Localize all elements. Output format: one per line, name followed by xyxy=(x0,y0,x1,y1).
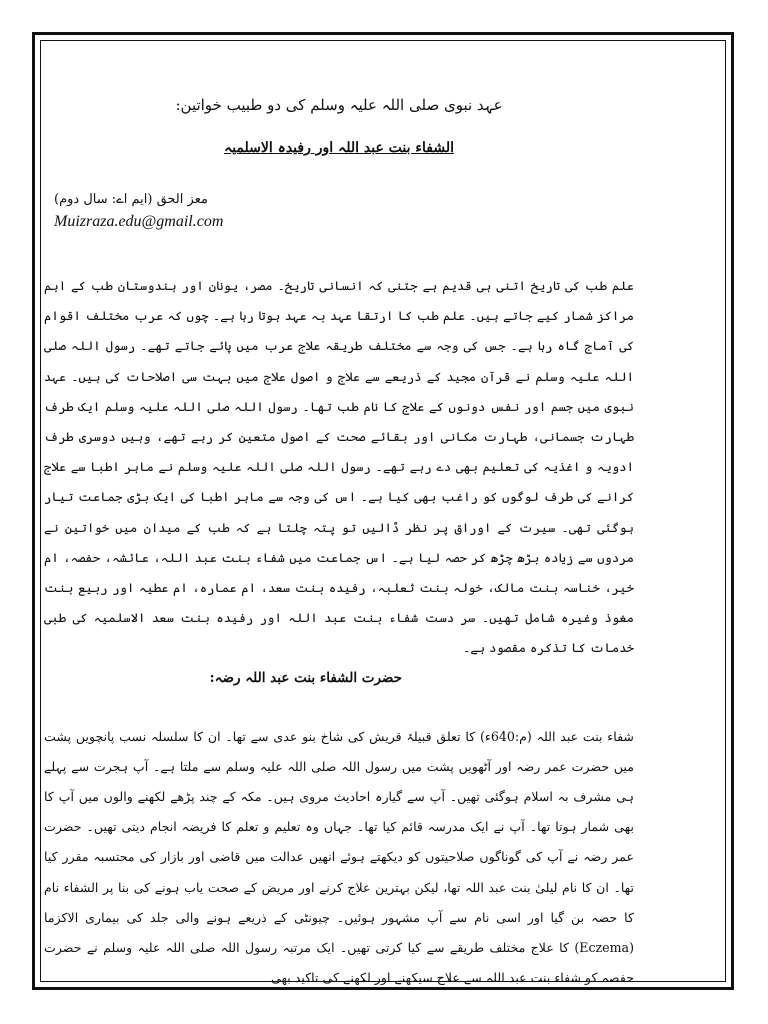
author-email: Muizraza.edu@gmail.com xyxy=(54,213,224,230)
section-heading: حضرت الشفاء بنت عبد اللہ رضہ: xyxy=(209,669,402,686)
paragraph-shifa: شفاء بنت عبد اللہ (م:640ء) کا تعلق قبیلۂ قریش کی شاخ بنو عدی سے تھا۔ ان کا سلسلہ نسب پانچویں پشت میں حضرت عمر رضہ اور آٹھویں پشت میں رسول اللہ صلی اللہ علیہ وسلم سے ملتا ہے۔ آپ ہجرت سے پہلے ہی مشرف بہ اسلام ہوگئی تھیں۔ آپ سے گیارہ احادیث مروی ہیں۔ مکہ کے چند پڑھے لکھنے والوں میں آپ کا بھی شمار ہوتا تھا۔ آپ نے ایک مدرسہ قائم کیا تھا۔ جہاں وہ تعلیم و تعلم کا فریضہ انجام دیتی تھیں۔ حضرت عمر رضہ نے آپ کی گوناگوں صلاحیتوں کو دیکھتے ہوئے انھیں عدالت میں قاضی اور بازار کی محتسبہ مقرر کیا تھا۔ ان کا نام لیلیٰ بنت عبد اللہ تھا، لیکن بہترین علاج کرنے اور مریض کے صحت یاب ہونے کی بنا پر الشفاء نام کا حصہ بن گیا اور اسی نام سے آپ مشہور ہوئیں۔ چیونٹی کے ذریعے ہونے والی جلد کی بیماری الاکزما (Eczema) کا علاج مختلف طریقے سے کیا کرتی تھیں۔ ایک مرتبہ رسول اللہ صلی اللہ علیہ وسلم نے حضرت حفصہ کو شفاء بنت عبد اللہ سے علاج سیکھنے اور لکھنے کی تاکید بھی xyxy=(44,728,634,986)
paragraph-intro: علم طب کی تاریخ اتنی ہی قدیم ہے جتنی کہ انسانی تاریخ۔ مصر، یونان اور ہندوستان طب کے اہم مراکز شمار کیے جاتے ہیں۔ علم طب کا ارتقا عہد بہ عہد ہوتا رہا ہے۔ چوں کہ عرب مختلف اقوام کی آماج گاہ رہا ہے۔ جس کی وجہ سے مختلف طریقہ علاج عرب میں پائے جاتے تھے۔ رسول اللہ صلی اللہ علیہ وسلم نے قرآن مجید کے ذریعے سے علاج و اصول علاج میں بہت سی اصلاحات کی ہیں۔ عہد نبوی میں جسم اور نفس دونوں کے علاج کا نام طب تھا۔ رسول اللہ صلی اللہ علیہ وسلم ایک طرف طہارت جسمانی، طہارت مکانی اور بقائے صحت کے اصول متعین کر رہے تھے، وہیں دوسری طرف ادویہ و اغذیہ کی تعلیم بھی دے رہے تھے۔ رسول اللہ صلی اللہ علیہ وسلم نے ماہر اطبا سے علاج کرانے کی طرف لوگوں کو راغب بھی کیا ہے۔ اس کی وجہ سے ماہر اطبا کی ایک بڑی جماعت تیار ہوگئی تھی۔ سیرت کے اوراق پر نظر ڈالیں تو پتہ چلتا ہے کہ طب کے میدان میں خواتین نے مردوں سے زیادہ بڑھ چڑھ کر حصہ لیا ہے۔ اس جماعت میں شفاء بنت عبد اللہ، عائشہ، حفصہ، ام خیر، خناسہ بنت مالک، خولہ بنت ثعلبہ، رفیدہ بنت سعد، ام عمارہ، ام عطیہ اور ربیع بنت مغوذ وغیرہ شامل تھیں۔ سر دست شفاء بنت عبد اللہ اور رفیدہ بنت سعد الاسلمیہ کی طبی خدمات کا تذکرہ مقصود ہے۔ xyxy=(44,278,634,656)
document-body xyxy=(44,58,634,993)
article-title: عہد نبوی صلی اللہ علیہ وسلم کی دو طبیب خواتین: xyxy=(175,96,503,114)
author-name: معز الحق (ایم اے: سال دوم) xyxy=(54,192,208,207)
article-subtitle: الشفاء بنت عبد اللہ اور رفیدہ الاسلمیہ xyxy=(223,140,454,156)
